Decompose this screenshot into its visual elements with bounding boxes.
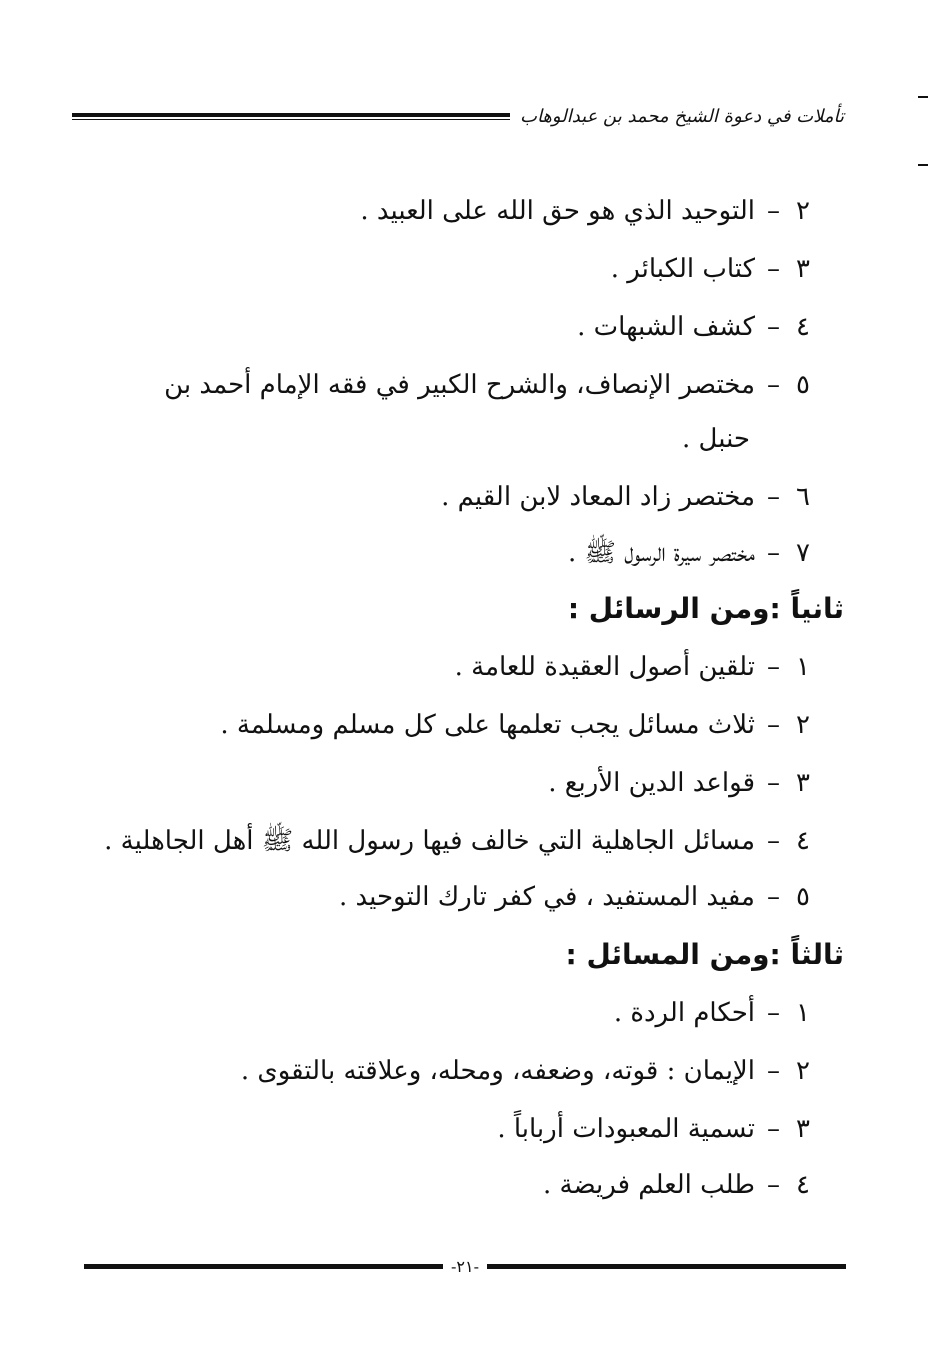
list-item: ٣–تسمية المعبودات أرباباً . bbox=[497, 1114, 814, 1145]
item-text: أحكام الردة . bbox=[613, 998, 755, 1028]
item-number: ٣ bbox=[796, 1114, 810, 1144]
page-number: -٢١- bbox=[451, 1256, 479, 1276]
item-text: قواعد الدين الأربع . bbox=[548, 768, 755, 798]
item-text: مختصر الإنصاف، والشرح الكبير في فقه الإمام أحمد بن bbox=[164, 370, 755, 400]
list-item: ٢–الإيمان : قوته، وضعفه، ومحله، وعلاقته بالتقوى . bbox=[241, 1056, 814, 1087]
item-number: ٤ bbox=[796, 826, 810, 856]
item-number: ٥ bbox=[796, 882, 810, 912]
item-number: ٣ bbox=[796, 254, 810, 284]
item-number: ٤ bbox=[796, 312, 810, 342]
list-item: ٢–ثلاث مسائل يجب تعلمها على كل مسلم ومسلمة . bbox=[220, 710, 814, 741]
list-item: ٦–مختصر زاد المعاد لابن القيم . bbox=[441, 482, 814, 513]
list-item: ٤–مسائل الجاهلية التي خالف فيها رسول الله ﷺ أهل الجاهلية . bbox=[104, 826, 814, 857]
item-text: كشف الشبهات . bbox=[577, 312, 755, 342]
list-item: ٣–كتاب الكبائر . bbox=[611, 254, 814, 285]
item-number: ١ bbox=[796, 998, 810, 1028]
item-text: ثلاث مسائل يجب تعلمها على كل مسلم ومسلمة . bbox=[220, 710, 755, 740]
item-number: ٤ bbox=[796, 1170, 810, 1200]
list-item: ١–أحكام الردة . bbox=[614, 998, 814, 1029]
list-item: ٤–طلب العلم فريضة . bbox=[543, 1170, 814, 1201]
item-text: كتاب الكبائر . bbox=[610, 254, 755, 284]
item-number: ١ bbox=[796, 652, 810, 682]
item-text: الإيمان : قوته، وضعفه، ومحله، وعلاقته بالتقوى . bbox=[240, 1056, 755, 1086]
footer-rule bbox=[84, 1264, 443, 1269]
item-number: ٧ bbox=[796, 538, 810, 568]
item-text: مسائل الجاهلية التي خالف فيها رسول الله ﷺ أهل الجاهلية . bbox=[104, 826, 755, 856]
list-item: ٣–قواعد الدين الأربع . bbox=[548, 768, 814, 799]
header-title: تأملات في دعوة الشيخ محمد بن عبدالوهاب bbox=[520, 105, 844, 127]
section-heading: ثالثاً :ومن المسائل : bbox=[565, 938, 844, 971]
list-item: ٥–مفيد المستفيد ، في كفر تارك التوحيد . bbox=[339, 882, 814, 913]
list-item: ٢–التوحيد الذي هو حق الله على العبيد . bbox=[360, 196, 814, 227]
page-footer bbox=[84, 1258, 846, 1274]
running-header bbox=[72, 100, 844, 132]
list-item: ٤–كشف الشبهات . bbox=[577, 312, 814, 343]
item-number: ٢ bbox=[796, 1056, 810, 1086]
list-item: ٥–مختصر الإنصاف، والشرح الكبير في فقه الإمام أحمد بن bbox=[164, 370, 814, 401]
item-number: ٣ bbox=[796, 768, 810, 798]
header-rule bbox=[72, 113, 510, 120]
item-text: تلقين أصول العقيدة للعامة . bbox=[454, 652, 755, 682]
item-text: تسمية المعبودات أرباباً . bbox=[497, 1114, 755, 1144]
item-number: ٢ bbox=[796, 710, 810, 740]
item-text: مختصر سيرة الرسول ﷺ . bbox=[568, 538, 755, 568]
margin-mark bbox=[918, 164, 928, 166]
footer-rule bbox=[487, 1264, 846, 1269]
item-text-continuation: حنبل . bbox=[682, 424, 750, 454]
list-item: ٧–مختصر سيرة الرسول ﷺ . bbox=[568, 538, 814, 569]
item-number: ٢ bbox=[796, 196, 810, 226]
item-text: طلب العلم فريضة . bbox=[543, 1170, 755, 1200]
item-number: ٦ bbox=[796, 482, 810, 512]
item-number: ٥ bbox=[796, 370, 810, 400]
item-text: التوحيد الذي هو حق الله على العبيد . bbox=[360, 196, 755, 226]
list-item: ١–تلقين أصول العقيدة للعامة . bbox=[455, 652, 814, 683]
margin-mark bbox=[918, 96, 928, 98]
item-text: مفيد المستفيد ، في كفر تارك التوحيد . bbox=[338, 882, 755, 912]
item-text: مختصر زاد المعاد لابن القيم . bbox=[441, 482, 755, 512]
section-heading: ثانياً :ومن الرسائل : bbox=[567, 592, 844, 625]
